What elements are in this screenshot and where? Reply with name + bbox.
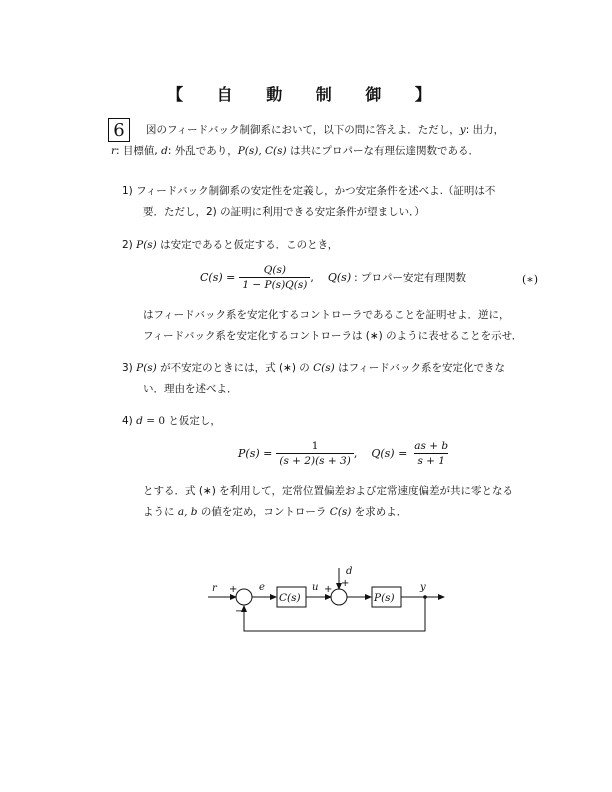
- block-p-label: P(s): [374, 592, 395, 604]
- item-1-line-1: 1) フィードバック制御系の安定性を定義し，かつ安定条件を述べよ.（証明は不: [122, 185, 496, 197]
- item-3-line-2: い．理由を述べよ．: [143, 383, 238, 395]
- item-2-line-3: フィードバック系を安定化するコントローラは (∗) のように表せることを示せ．: [143, 330, 523, 342]
- equation-p-q: P(s) = $\frac{1}{(s + 2)(s + 3)}$ , Q(s) = $\frac{as + b}{s + 1}$: [238, 440, 451, 467]
- equation-p-fraction: $\frac{1}{(s + 2)(s + 3)}$: [276, 440, 353, 467]
- item-3-line-1: 3) P(s) が不安定のときには，式 (∗) の C(s) はフィードバック系を安定化できな: [122, 362, 506, 374]
- item-4-line-3: ように a, b の値を定め，コントローラ C(s) を求めよ．: [143, 506, 408, 518]
- label-r: r: [212, 583, 217, 594]
- item-1-line-2: 要．ただし，2) の証明に利用できる安定条件が望ましい．）: [143, 206, 425, 218]
- block-c-label: C(s): [279, 592, 301, 604]
- equation-tag: (∗): [522, 273, 539, 286]
- intro-line-2: r: 目標値, d: 外乱であり，P(s), C(s) は共にプロパーな有理伝達関数である．: [111, 145, 479, 157]
- equation-q-fraction: $\frac{as + b}{s + 1}$: [414, 440, 449, 467]
- summing-junction-2: [331, 589, 347, 605]
- question-number: 6: [113, 119, 125, 141]
- item-2-line-2: はフィードバック系を安定化するコントローラであることを証明せよ．逆に，: [143, 309, 510, 321]
- intro-line-1: 図のフィードバック制御系において，以下の問に答えよ．ただし，y: 出力，: [146, 124, 505, 136]
- sign-plus-1: +: [229, 584, 238, 595]
- equation-c-fraction: $\frac{Q(s)}{1 - P(s)Q(s)}$: [239, 264, 310, 291]
- item-2-line-1: 2) P(s) は安定であると仮定する．このとき，: [122, 239, 339, 251]
- sign-minus-1: −: [235, 606, 244, 617]
- sign-plus-3: +: [341, 578, 350, 589]
- summing-junction-1: [236, 589, 252, 605]
- label-u: u: [312, 582, 319, 593]
- label-y: y: [420, 582, 426, 593]
- page-title: 【 自 動 制 御 】: [167, 85, 445, 104]
- pickoff-point: [423, 595, 427, 599]
- item-4-line-2: とする．式 (∗) を利用して，定常位置偏差および定常速度偏差が共に零となる: [143, 485, 513, 497]
- item-4-line-1: 4) d = 0 と仮定し，: [122, 415, 221, 427]
- label-d: d: [346, 566, 353, 577]
- sign-plus-2: +: [324, 584, 333, 595]
- label-e: e: [259, 582, 265, 593]
- equation-c: C(s) = $\frac{Q(s)}{1 - P(s)Q(s)}$ , Q(s) : プロパー安定有理関数: [200, 264, 466, 291]
- feedback-path: [244, 597, 425, 631]
